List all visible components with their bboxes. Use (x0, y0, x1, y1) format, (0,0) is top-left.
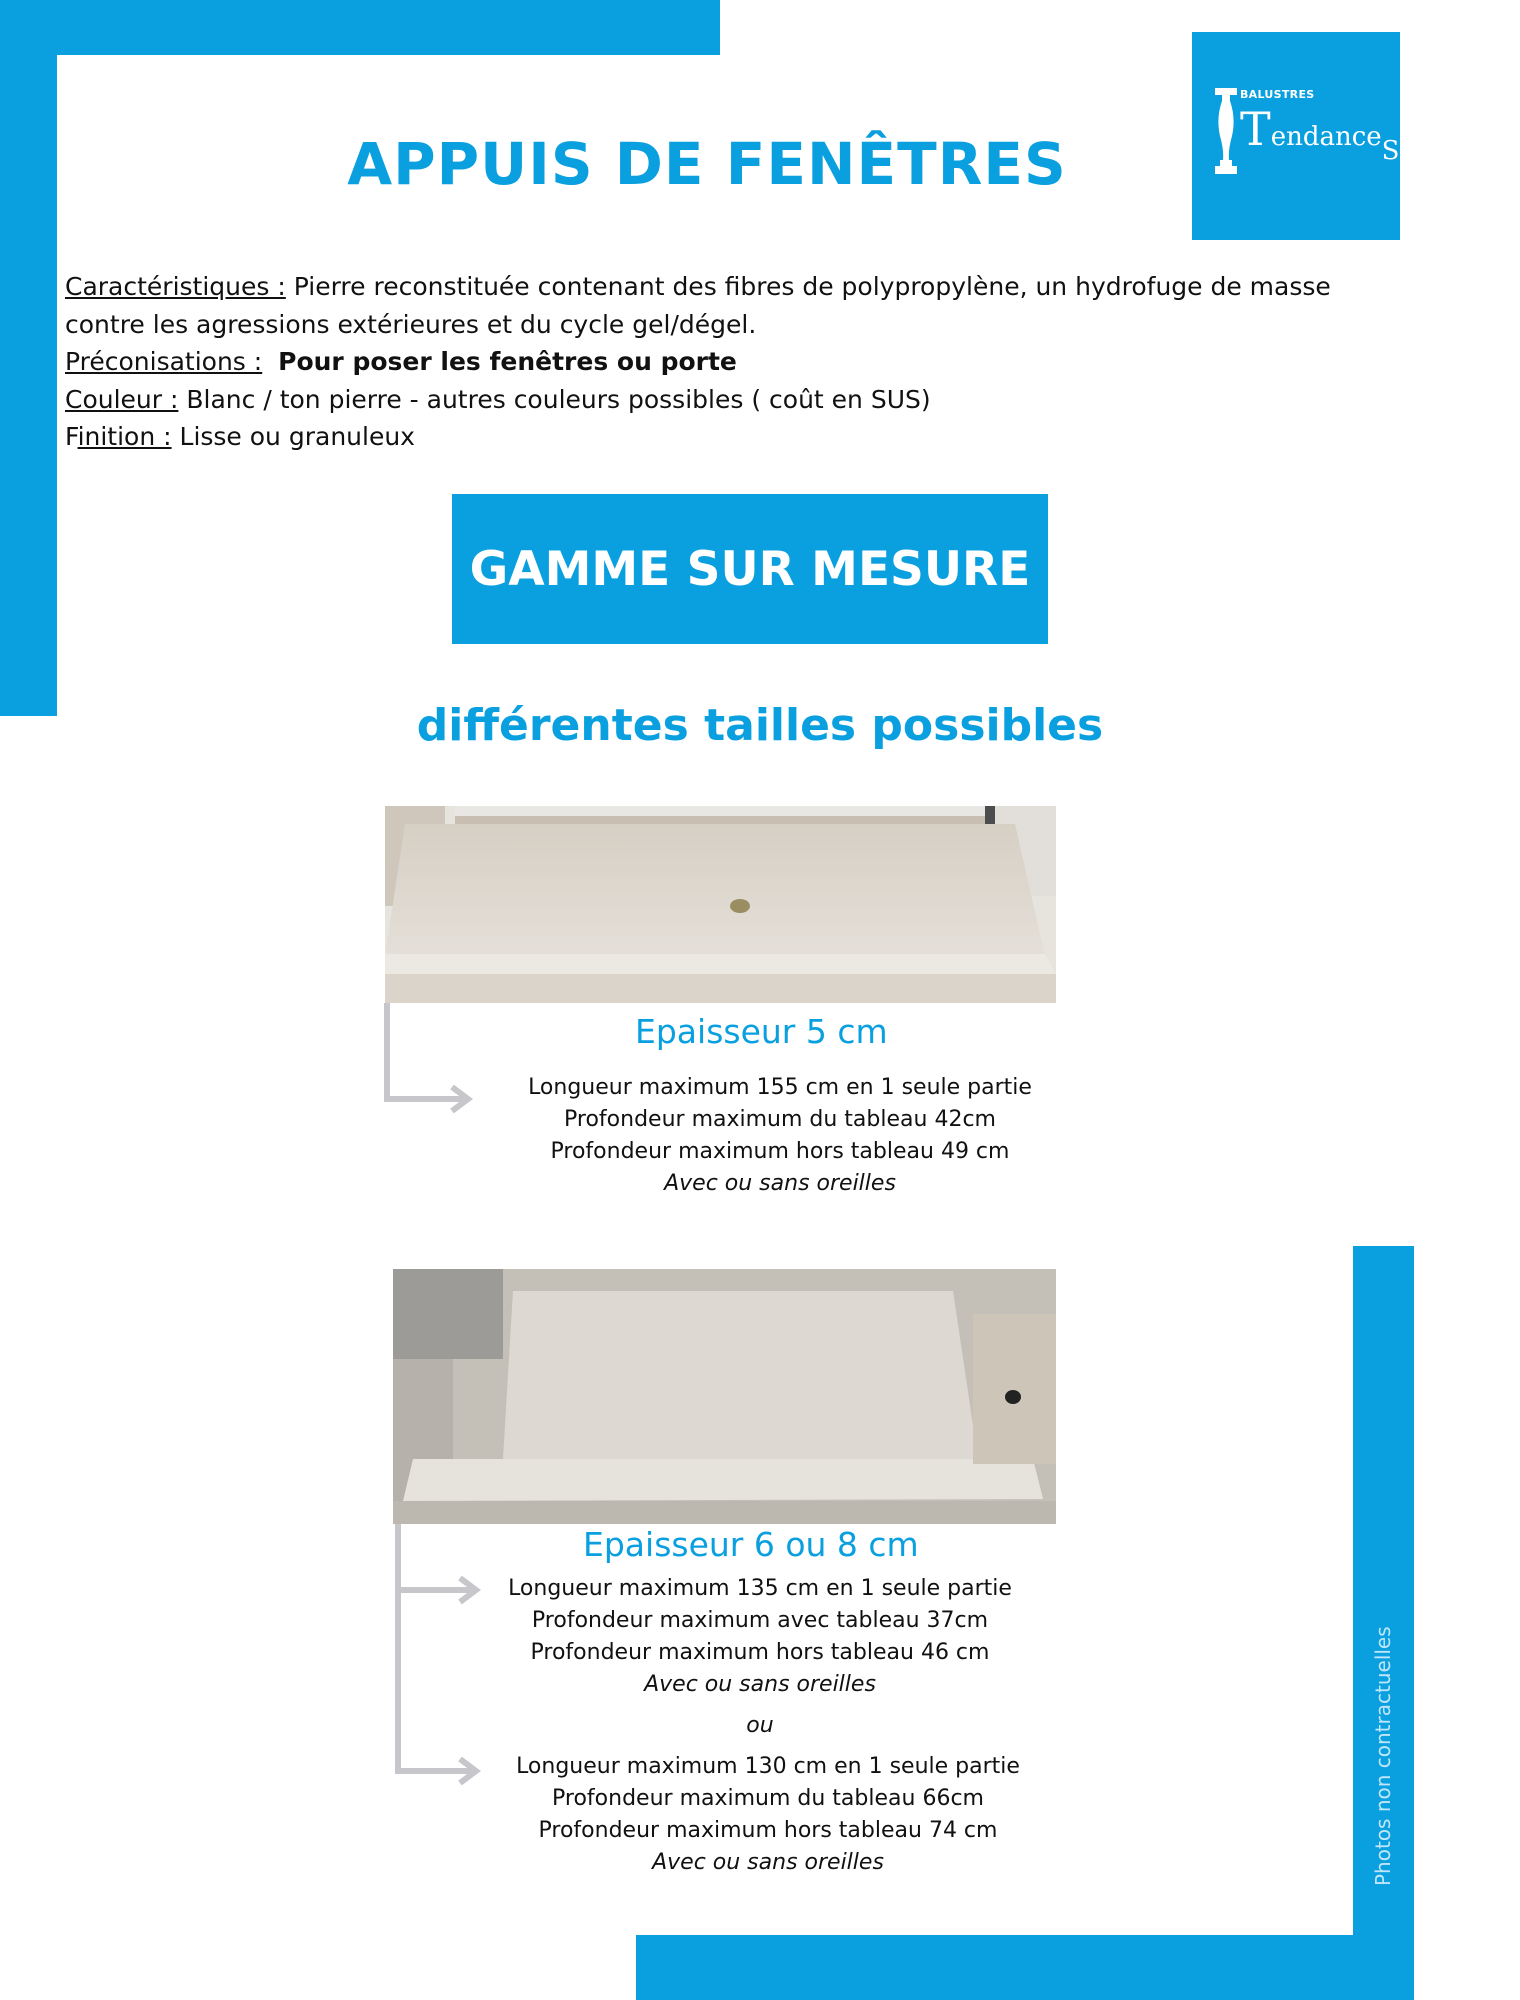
page-title: APPUIS DE FENÊTRES (347, 130, 1067, 198)
left-accent-band (0, 0, 57, 716)
arrow-icon (388, 1524, 488, 1784)
bottom-accent-band (636, 1935, 1414, 2000)
arrow-icon (380, 1003, 480, 1113)
spec-label: Caractéristiques : (65, 272, 286, 301)
range-banner: GAMME SUR MESURE (452, 494, 1048, 644)
brand-tagline: BALUSTRES (1240, 88, 1315, 101)
right-accent-band: Photos non contractuelles (1353, 1246, 1414, 1936)
spec-label: Préconisations : (65, 347, 263, 376)
brand-name: TendanceSud (1240, 102, 1433, 166)
window-sill-photo-6-8cm (393, 1269, 1056, 1524)
window-sill-photo-5cm (385, 806, 1056, 1003)
thickness-5cm-specs: Longueur maximum 155 cm en 1 seule partie Profondeur maximum du tableau 42cm Profondeur maximum hors tableau 49 cm Avec ou sans oreilles (528, 1075, 1032, 1196)
option-separator: ou (746, 1713, 774, 1738)
thickness-6-8cm-title: Epaisseur 6 ou 8 cm (583, 1525, 919, 1564)
thickness-6-8cm-option-a: Longueur maximum 135 cm en 1 seule partie Profondeur maximum avec tableau 37cm Profondeur maximum hors tableau 46 cm Avec ou sans oreilles (508, 1576, 1012, 1697)
thickness-5cm-title: Epaisseur 5 cm (635, 1012, 888, 1051)
thickness-6-8cm-option-b: Longueur maximum 130 cm en 1 seule partie Profondeur maximum du tableau 66cm Profondeur maximum hors tableau 74 cm Avec ou sans oreilles (516, 1754, 1020, 1875)
spec-label: Couleur : (65, 384, 179, 414)
top-accent-band (0, 0, 720, 55)
sizes-subtitle: différentes tailles possibles (416, 700, 1104, 751)
spec-label: inition : (77, 422, 172, 451)
specifications: Caractéristiques : Pierre reconstituée contenant des fibres de polypropylène, un hydrofuge de masse contre les agressions extérieures et du cycle gel/dégel. Préconisations : Pour poser les fenêtres ou porte Couleur : Blanc / ton pierre - autres couleurs possibles ( coût en SUS) Finition : Lisse ou granuleux (65, 272, 1331, 451)
